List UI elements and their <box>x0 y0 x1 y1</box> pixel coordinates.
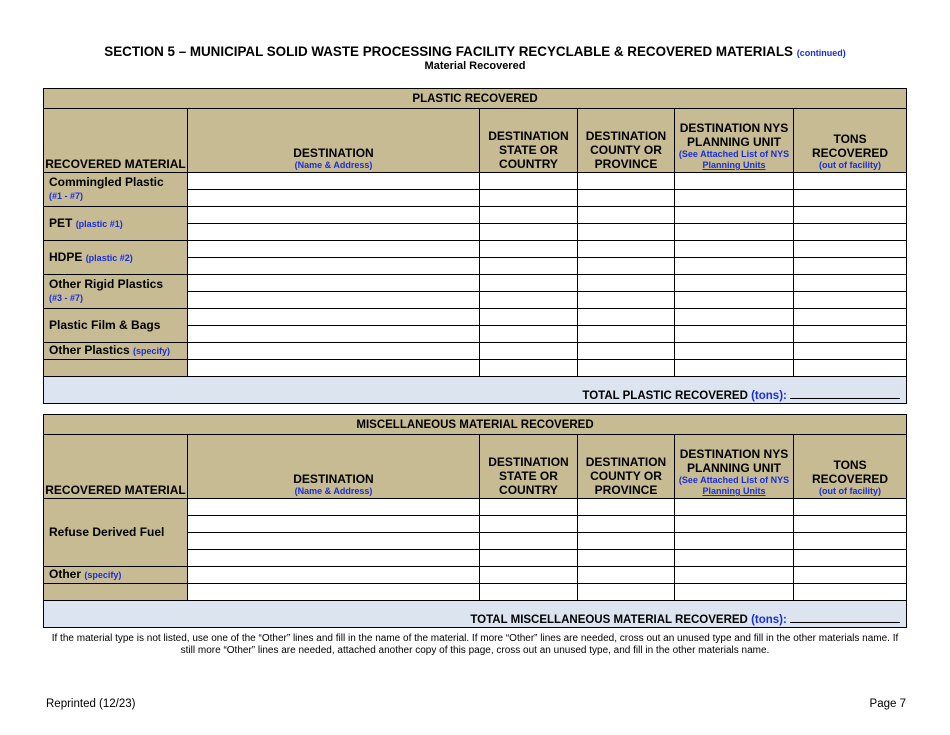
nys-unit-cell[interactable] <box>675 584 794 601</box>
footer-reprinted: Reprinted (12/23) <box>46 698 136 710</box>
table-row <box>44 584 907 601</box>
destination-cell[interactable] <box>188 550 480 567</box>
material-label: Other Plastics (specify) <box>44 343 188 360</box>
county-cell[interactable] <box>578 207 675 224</box>
table-row <box>44 499 907 516</box>
col-header-tons: TONS RECOVERED (out of facility) <box>794 435 907 499</box>
plastic-recovered-table <box>43 88 907 404</box>
nys-unit-cell[interactable] <box>675 499 794 516</box>
plastic-section-title: PLASTIC RECOVERED <box>44 89 907 109</box>
planning-units-link[interactable]: Planning Units <box>702 160 766 170</box>
tons-cell[interactable] <box>794 292 907 309</box>
nys-unit-cell[interactable] <box>675 360 794 377</box>
material-label <box>44 584 188 601</box>
state-cell[interactable] <box>480 258 578 275</box>
nys-unit-cell[interactable] <box>675 533 794 550</box>
nys-unit-cell[interactable] <box>675 567 794 584</box>
material-label: Commingled Plastic (#1 - #7) <box>44 173 188 207</box>
tons-cell[interactable] <box>794 224 907 241</box>
destination-cell[interactable] <box>188 241 480 258</box>
material-label: HDPE (plastic #2) <box>44 241 188 275</box>
table-row <box>44 360 907 377</box>
state-cell[interactable] <box>480 241 578 258</box>
col-header-nys: DESTINATION NYS PLANNING UNIT (See Attached List of NYS Planning Units <box>675 109 794 173</box>
tons-cell[interactable] <box>794 173 907 190</box>
state-cell[interactable] <box>480 292 578 309</box>
state-cell[interactable] <box>480 360 578 377</box>
state-cell[interactable] <box>480 567 578 584</box>
destination-cell[interactable] <box>188 309 480 326</box>
plastic-total: TOTAL PLASTIC RECOVERED (tons): <box>44 377 907 404</box>
destination-cell[interactable] <box>188 207 480 224</box>
nys-unit-cell[interactable] <box>675 207 794 224</box>
title-continued: (continued) <box>796 48 846 58</box>
destination-cell[interactable] <box>188 258 480 275</box>
county-cell[interactable] <box>578 309 675 326</box>
nys-unit-cell[interactable] <box>675 190 794 207</box>
tons-cell[interactable] <box>794 326 907 343</box>
planning-units-link[interactable]: Planning Units <box>702 486 766 496</box>
county-cell[interactable] <box>578 190 675 207</box>
state-cell[interactable] <box>480 275 578 292</box>
tons-cell[interactable] <box>794 309 907 326</box>
col-header-material: RECOVERED MATERIAL <box>44 435 188 499</box>
col-header-destination: DESTINATION (Name & Address) <box>188 435 480 499</box>
col-header-county: DESTINATION COUNTY OR PROVINCE <box>578 109 675 173</box>
misc-total-field[interactable] <box>790 612 900 623</box>
destination-cell[interactable] <box>188 343 480 360</box>
nys-unit-cell[interactable] <box>675 550 794 567</box>
table-row <box>44 173 907 190</box>
misc-recovered-table <box>43 414 907 628</box>
instructions-note: If the material type is not listed, use one of the “Other” lines and fill in the name of the material. If more “Other” lines are needed, cross out an unused type and fill in the other materials name. If still more “Other” lines are needed, attached another copy of this page, cross out an unused type, and fill in the other materials name. <box>51 633 899 656</box>
county-cell[interactable] <box>578 343 675 360</box>
county-cell[interactable] <box>578 360 675 377</box>
nys-unit-cell[interactable] <box>675 241 794 258</box>
footer-page-number: Page 7 <box>869 698 906 710</box>
state-cell[interactable] <box>480 584 578 601</box>
county-cell[interactable] <box>578 275 675 292</box>
material-label: Plastic Film & Bags <box>44 309 188 343</box>
tons-cell[interactable] <box>794 499 907 516</box>
nys-unit-cell[interactable] <box>675 224 794 241</box>
nys-unit-cell[interactable] <box>675 343 794 360</box>
tons-cell[interactable] <box>794 584 907 601</box>
state-cell[interactable] <box>480 533 578 550</box>
nys-unit-cell[interactable] <box>675 516 794 533</box>
tons-cell[interactable] <box>794 533 907 550</box>
material-label: Other (specify) <box>44 567 188 584</box>
destination-cell[interactable] <box>188 567 480 584</box>
table-row <box>44 567 907 584</box>
tons-cell[interactable] <box>794 567 907 584</box>
material-label: Other Rigid Plastics (#3 - #7) <box>44 275 188 309</box>
tons-cell[interactable] <box>794 516 907 533</box>
material-label <box>44 360 188 377</box>
nys-unit-cell[interactable] <box>675 292 794 309</box>
county-cell[interactable] <box>578 173 675 190</box>
state-cell[interactable] <box>480 309 578 326</box>
destination-cell[interactable] <box>188 533 480 550</box>
county-cell[interactable] <box>578 258 675 275</box>
county-cell[interactable] <box>578 499 675 516</box>
county-cell[interactable] <box>578 550 675 567</box>
tons-cell[interactable] <box>794 258 907 275</box>
destination-cell[interactable] <box>188 326 480 343</box>
county-cell[interactable] <box>578 567 675 584</box>
plastic-total-field[interactable] <box>790 388 900 399</box>
destination-cell[interactable] <box>188 190 480 207</box>
state-cell[interactable] <box>480 326 578 343</box>
state-cell[interactable] <box>480 207 578 224</box>
destination-cell[interactable] <box>188 275 480 292</box>
tons-cell[interactable] <box>794 550 907 567</box>
tons-cell[interactable] <box>794 241 907 258</box>
county-cell[interactable] <box>578 292 675 309</box>
nys-unit-cell[interactable] <box>675 173 794 190</box>
material-label: Refuse Derived Fuel <box>44 499 188 567</box>
col-header-state: DESTINATION STATE OR COUNTRY <box>480 109 578 173</box>
destination-cell[interactable] <box>188 224 480 241</box>
tons-cell[interactable] <box>794 190 907 207</box>
county-cell[interactable] <box>578 584 675 601</box>
state-cell[interactable] <box>480 343 578 360</box>
table-row <box>44 343 907 360</box>
table-row <box>44 309 907 326</box>
destination-cell[interactable] <box>188 499 480 516</box>
destination-cell[interactable] <box>188 292 480 309</box>
nys-unit-cell[interactable] <box>675 326 794 343</box>
misc-section-title: MISCELLANEOUS MATERIAL RECOVERED <box>44 415 907 435</box>
state-cell[interactable] <box>480 516 578 533</box>
tons-cell[interactable] <box>794 207 907 224</box>
state-cell[interactable] <box>480 550 578 567</box>
nys-unit-cell[interactable] <box>675 258 794 275</box>
table-row <box>44 275 907 292</box>
state-cell[interactable] <box>480 499 578 516</box>
material-label: PET (plastic #1) <box>44 207 188 241</box>
col-header-destination: DESTINATION (Name & Address) <box>188 109 480 173</box>
destination-cell[interactable] <box>188 360 480 377</box>
county-cell[interactable] <box>578 326 675 343</box>
destination-cell[interactable] <box>188 516 480 533</box>
county-cell[interactable] <box>578 241 675 258</box>
destination-cell[interactable] <box>188 584 480 601</box>
page-title <box>0 44 950 59</box>
nys-unit-cell[interactable] <box>675 309 794 326</box>
col-header-state: DESTINATION STATE OR COUNTRY <box>480 435 578 499</box>
col-header-county: DESTINATION COUNTY OR PROVINCE <box>578 435 675 499</box>
page-title-text: SECTION 5 – MUNICIPAL SOLID WASTE PROCESSING FACILITY RECYCLABLE & RECOVERED MATERIALS <box>104 44 793 59</box>
county-cell[interactable] <box>578 516 675 533</box>
col-header-nys: DESTINATION NYS PLANNING UNIT (See Attached List of NYS Planning Units <box>675 435 794 499</box>
state-cell[interactable] <box>480 173 578 190</box>
nys-unit-cell[interactable] <box>675 275 794 292</box>
county-cell[interactable] <box>578 224 675 241</box>
misc-total: TOTAL MISCELLANEOUS MATERIAL RECOVERED (tons): <box>44 601 907 628</box>
table-row <box>44 241 907 258</box>
tons-cell[interactable] <box>794 360 907 377</box>
tons-cell[interactable] <box>794 343 907 360</box>
page-subtitle: Material Recovered <box>424 60 526 72</box>
state-cell[interactable] <box>480 190 578 207</box>
county-cell[interactable] <box>578 533 675 550</box>
col-header-tons: TONS RECOVERED (out of facility) <box>794 109 907 173</box>
table-row <box>44 207 907 224</box>
destination-cell[interactable] <box>188 173 480 190</box>
state-cell[interactable] <box>480 224 578 241</box>
col-header-material: RECOVERED MATERIAL <box>44 109 188 173</box>
tons-cell[interactable] <box>794 275 907 292</box>
